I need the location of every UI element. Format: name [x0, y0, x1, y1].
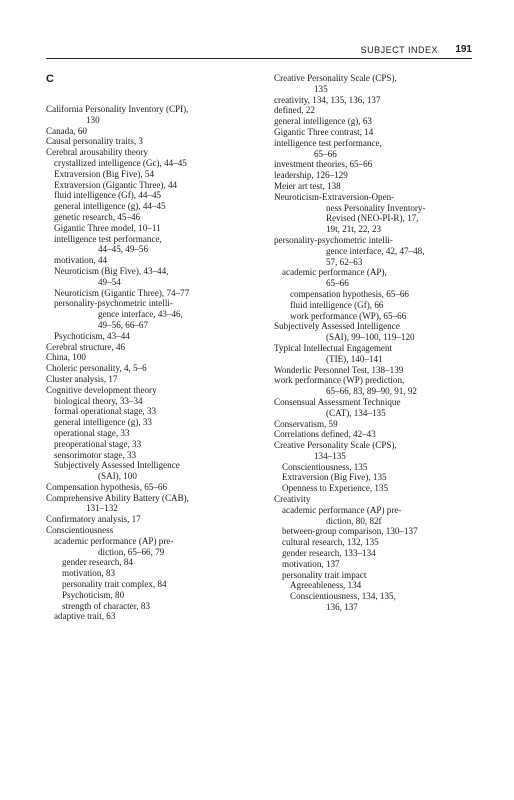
- index-entry: Compensation hypothesis, 65–66: [46, 481, 167, 492]
- index-entry: sensorimotor stage, 33: [54, 449, 137, 460]
- index-entry: between-group comparison, 130–137: [282, 526, 418, 537]
- index-entry: personality-psychometric intelli-: [274, 234, 393, 245]
- index-entry: 49–54: [98, 276, 121, 287]
- index-entry: compensation hypothesis, 65–66: [290, 288, 409, 299]
- index-entry: gender research, 133–134: [282, 548, 376, 559]
- page-number: 191: [455, 44, 472, 55]
- index-entry: diction, 65–66, 79: [98, 546, 165, 557]
- index-entry: (SAI), 100: [98, 471, 137, 482]
- index-entry: genetic research, 45–46: [54, 211, 141, 222]
- index-entry: work performance (WP), 65–66: [290, 310, 407, 321]
- section-letter: C: [46, 73, 54, 85]
- index-entry: Creative Personality Scale (CPS),: [274, 440, 397, 451]
- index-entry: motivation, 137: [282, 558, 340, 569]
- index-entry: Subjectively Assessed Intelligence: [274, 321, 400, 332]
- index-entry: Extraversion (Big Five), 54: [54, 168, 155, 179]
- index-entry: Extraversion (Gigantic Three), 44: [54, 179, 178, 190]
- index-entry: motivation, 44: [54, 255, 108, 266]
- index-entry: investment theories, 65–66: [274, 159, 373, 170]
- index-entry: Creativity: [274, 494, 311, 505]
- index-entry: Cerebral arousability theory: [46, 147, 149, 158]
- index-entry: 131–132: [86, 503, 118, 514]
- index-entry: Neuroticism-Extraversion-Open-: [274, 191, 395, 202]
- index-entry: fluid intelligence (Gf), 66: [290, 299, 384, 310]
- index-entry: Cognitive development theory: [46, 384, 157, 395]
- index-entry: preoperational stage, 33: [54, 438, 142, 449]
- index-entry: 57, 62–63: [326, 256, 363, 267]
- index-entry: 65–66, 83, 89–90, 91, 92: [326, 386, 417, 397]
- index-entry: 49–56, 66–67: [98, 319, 149, 330]
- index-entry: Conservatism, 59: [274, 418, 338, 429]
- index-entry: Extraversion (Big Five), 135: [282, 472, 387, 483]
- index-entry: gence interface, 42, 47–48,: [326, 245, 425, 256]
- index-entry: Correlations defined, 42–43: [274, 429, 376, 440]
- index-entry: 130: [86, 114, 100, 125]
- index-entry: Cerebral structure, 46: [46, 341, 126, 352]
- index-entry: Choleric personality, 4, 5–6: [46, 363, 147, 374]
- index-entry: crystallized intelligence (Gc), 44–45: [54, 157, 187, 168]
- index-entry: motivation, 83: [62, 568, 116, 579]
- index-entry: Conscientiousness: [46, 525, 114, 536]
- index-entry: Gigantic Three contrast, 14: [274, 126, 374, 137]
- index-entry: Conscientiousness, 134, 135,: [290, 591, 396, 602]
- index-entry: biological theory, 33–34: [54, 395, 143, 406]
- index-entry: work performance (WP) prediction,: [274, 375, 405, 386]
- index-entry: defined, 22: [274, 105, 315, 116]
- index-entry: Openness to Experience, 135: [282, 483, 389, 494]
- index-entry: Typical Intellectual Engagement: [274, 342, 393, 353]
- index-entry: Canada, 60: [46, 125, 87, 136]
- index-entry: intelligence test performance,: [54, 233, 162, 244]
- index-entry: 135: [314, 83, 328, 94]
- index-entry: 65–66: [314, 148, 337, 159]
- index-entry: gence interface, 43–46,: [98, 309, 183, 320]
- index-entry: (SAI), 99–100, 119–120: [326, 332, 415, 343]
- index-entry: 134–135: [314, 450, 346, 461]
- index-column-right: [274, 73, 474, 613]
- index-entry: intelligence test performance,: [274, 137, 382, 148]
- index-entry: general intelligence (g), 63: [274, 116, 372, 127]
- index-entry: personality trait impact: [282, 569, 367, 580]
- index-entry: adaptive trait, 63: [54, 611, 116, 622]
- index-entry: (CAT), 134–135: [326, 407, 386, 418]
- page-header: [46, 44, 472, 59]
- index-entry: Causal personality traits, 3: [46, 136, 143, 147]
- index-entry: Psychoticism, 80: [62, 589, 125, 600]
- index-entry: personality-psychometric intelli-: [54, 298, 173, 309]
- running-head-title: SUBJECT INDEX: [360, 45, 438, 55]
- index-entry: ness Personality Inventory-: [326, 202, 426, 213]
- index-entry: academic performance (AP) pre-: [282, 504, 402, 515]
- index-entry: China, 100: [46, 352, 86, 363]
- left-entries: [46, 104, 256, 622]
- index-entry: fluid intelligence (Gf), 44–45: [54, 190, 162, 201]
- index-entry: academic performance (AP) pre-: [54, 535, 174, 546]
- index-entry: Confirmatory analysis, 17: [46, 514, 141, 525]
- index-entry: general intelligence (g), 33: [54, 417, 152, 428]
- index-entry: formal operational stage, 33: [54, 406, 157, 417]
- index-entry: (TIE), 140–141: [326, 353, 383, 364]
- index-entry: Gigantic Three model, 10–11: [54, 222, 161, 233]
- index-entry: 19t, 21t, 22, 23: [326, 224, 382, 235]
- index-entry: Subjectively Assessed Intelligence: [54, 460, 180, 471]
- index-entry: 44–45, 49–56: [98, 244, 149, 255]
- right-entries: [274, 73, 474, 613]
- index-entry: 136, 137: [326, 602, 358, 613]
- index-entry: Conscientiousness, 135: [282, 461, 368, 472]
- index-entry: Meier art test, 138: [274, 180, 341, 191]
- index-entry: gender research, 84: [62, 557, 133, 568]
- index-entry: personality trait complex, 84: [62, 579, 167, 590]
- index-entry: operational stage, 33: [54, 427, 130, 438]
- index-entry: strength of character, 83: [62, 600, 151, 611]
- index-entry: diction, 80, 82f: [326, 515, 382, 526]
- index-entry: 65–66: [326, 278, 349, 289]
- index-entry: Creative Personality Scale (CPS),: [274, 73, 397, 83]
- index-entry: Comprehensive Ability Battery (CAB),: [46, 492, 189, 503]
- index-entry: general intelligence (g), 44–45: [54, 201, 166, 212]
- index-entry: Wonderlic Personnel Test, 138–139: [274, 364, 404, 375]
- index-entry: leadership, 126–129: [274, 170, 348, 181]
- index-entry: Neuroticism (Gigantic Three), 74–77: [54, 287, 190, 298]
- index-entry: California Personality Inventory (CPI),: [46, 104, 189, 114]
- index-entry: Psychoticism, 43–44: [54, 330, 130, 341]
- index-entry: Agreeableness, 134: [290, 580, 362, 591]
- index-entry: Consensual Assessment Technique: [274, 396, 401, 407]
- index-column-left: [46, 73, 256, 622]
- index-entry: Cluster analysis, 17: [46, 373, 118, 384]
- index-entry: Neuroticism (Big Five), 43–44,: [54, 265, 169, 276]
- index-entry: creativity, 134, 135, 136, 137: [274, 94, 381, 105]
- index-entry: cultural research, 132, 135: [282, 537, 379, 548]
- index-entry: Revised (NEO-PI-R), 17,: [326, 213, 419, 224]
- index-entry: academic performance (AP),: [282, 267, 387, 278]
